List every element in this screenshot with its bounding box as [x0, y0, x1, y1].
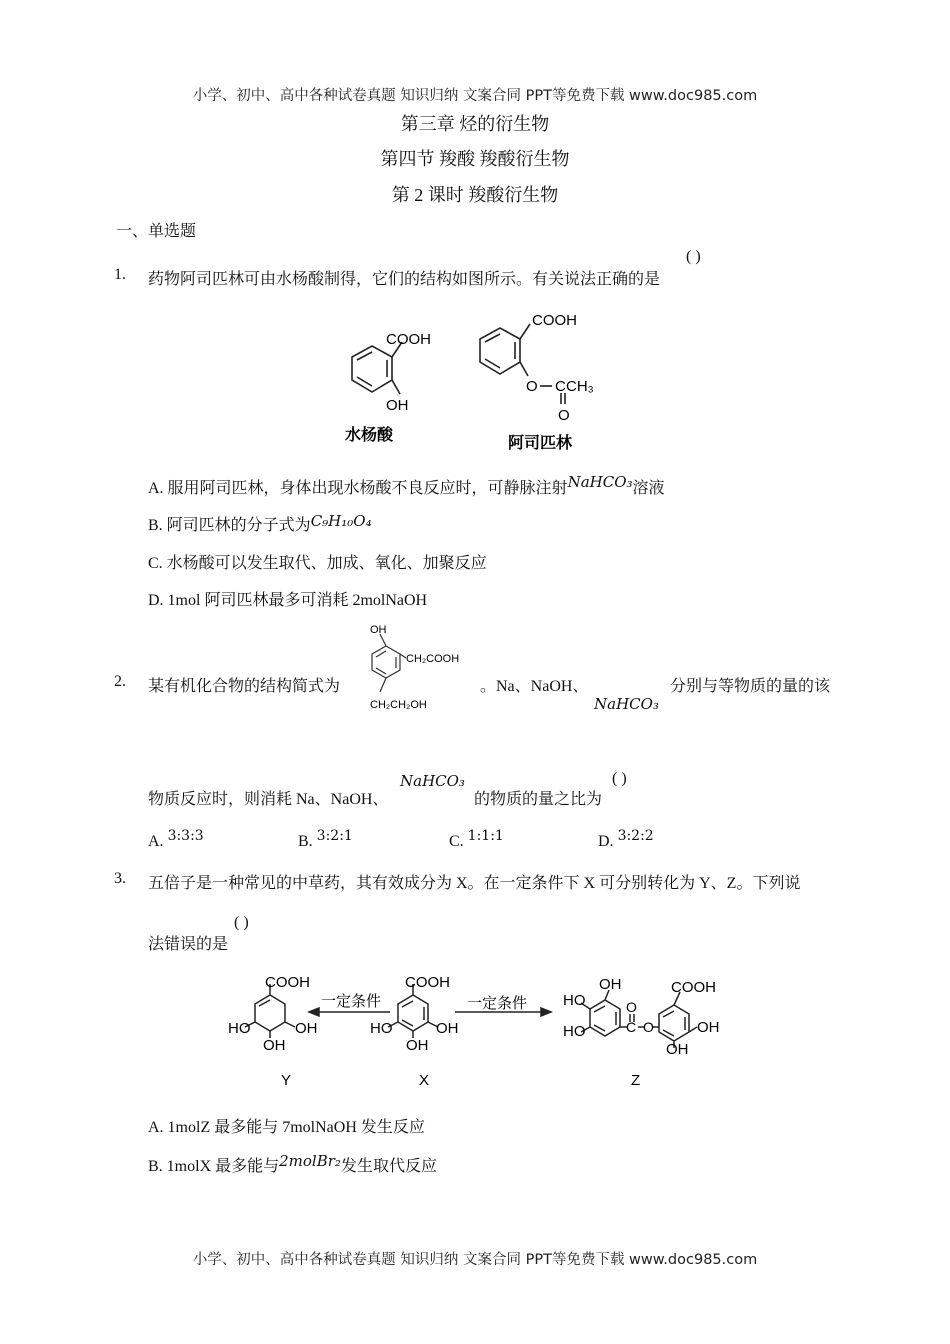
q3-option-b-text: B. 1molX 最多能与	[148, 1158, 280, 1175]
q1-option-a	[148, 475, 665, 498]
q2-option-b-letter: B.	[298, 833, 313, 850]
q2-fig-ch2ch2oh: CH₂CH₂OH	[370, 699, 427, 711]
q3-option-b-math: 2molBr₂	[279, 1152, 341, 1170]
q2-structure-figure	[350, 620, 480, 715]
q1-stem-text: 药物阿司匹林可由水杨酸制得，它们的结构如图所示。有关说法正确的是	[148, 271, 661, 288]
q1-option-c: C. 水杨酸可以发生取代、加成、氧化、加聚反应	[148, 555, 487, 572]
q3-reaction-figure	[225, 970, 735, 1095]
q2-stem-post: 分别与等物质的量的该	[670, 678, 831, 695]
chapter-title: 第三章 烃的衍生物	[400, 114, 550, 134]
q3-fig-z-oh-bottom: OH	[666, 1041, 689, 1058]
q2-fig-ch2cooh: CH₂COOH	[406, 653, 460, 665]
q2-stem-pre: 某有机化合物的结构简式为	[148, 678, 341, 695]
q2-option-b	[298, 828, 353, 851]
q2-stem-line2: 物质反应时，则消耗 Na、NaOH、	[148, 791, 389, 808]
section-title: 第四节 羧酸 羧酸衍生物	[380, 149, 570, 169]
q1-fig-label-aspirin: 阿司匹林	[508, 435, 573, 452]
section-label: 一、单选题	[116, 223, 197, 240]
q3-option-b	[148, 1153, 437, 1176]
q1-option-b-text: B. 阿司匹林的分子式为	[148, 517, 311, 534]
q2-option-d-letter: D.	[598, 833, 614, 850]
q3-answer-paren: ( )	[234, 914, 249, 931]
lesson-title: 第 2 课时 羧酸衍生物	[391, 185, 559, 205]
q3-fig-x-oh-right: OH	[436, 1020, 459, 1037]
q2-option-d-value: 3:2:2	[617, 828, 654, 844]
q2-option-c	[449, 828, 504, 851]
q1-answer-paren: ( )	[686, 248, 701, 265]
q2-option-c-value: 1:1:1	[467, 828, 504, 844]
q1-stem	[114, 266, 661, 289]
q3-option-b-suffix: 发生取代反应	[340, 1158, 437, 1175]
q1-option-a-suffix: 溶液	[632, 480, 665, 497]
q3-fig-condition-1: 一定条件	[321, 993, 382, 1010]
q1-option-a-math: NaHCO₃	[567, 473, 633, 491]
q3-fig-x-cooh: COOH	[405, 974, 450, 991]
q2-option-a	[148, 828, 204, 851]
q3-stem-line1	[114, 870, 801, 893]
q3-fig-y-oh-right: OH	[295, 1020, 318, 1037]
page-header: 小学、初中、高中各种试卷真题 知识归纳 文案合同 PPT等免费下载 www.doc985.com	[192, 88, 758, 104]
q3-fig-z-ho-2: HO	[563, 1023, 586, 1040]
q2-option-b-value: 3:2:1	[316, 828, 353, 844]
q2-number: 2.	[114, 673, 126, 690]
q3-stem-text: 五倍子是一种常见的中草药，其有效成分为 X。在一定条件下 X 可分别转化为 Y、Z。下列说	[148, 875, 801, 892]
q2-fig-oh: OH	[370, 624, 387, 636]
q1-fig-oh: OH	[386, 397, 409, 414]
q3-fig-z-carbonyl-o: O	[626, 999, 637, 1015]
q1-fig-carbonyl-c: C	[555, 378, 566, 395]
q1-fig-cooh-2: COOH	[532, 312, 577, 329]
q3-stem-line2: 法错误的是	[148, 936, 229, 953]
page-footer: 小学、初中、高中各种试卷真题 知识归纳 文案合同 PPT等免费下载 www.doc985.com	[192, 1252, 758, 1268]
q3-fig-z-cooh: COOH	[671, 979, 716, 996]
q1-option-b	[148, 512, 372, 535]
q2-option-c-letter: C.	[449, 833, 464, 850]
q1-fig-carbonyl-o: O	[558, 407, 570, 424]
q3-fig-label-x: X	[419, 1072, 430, 1089]
q3-fig-label-z: Z	[631, 1072, 641, 1089]
q3-fig-z-carbonyl-c: C	[626, 1019, 637, 1035]
q2-line2-math: NaHCO₃	[400, 772, 465, 790]
q3-fig-z-ho-1: HO	[563, 992, 586, 1009]
q3-fig-label-y: Y	[281, 1072, 292, 1089]
q1-fig-cooh-1: COOH	[386, 331, 431, 348]
q1-option-d: D. 1mol 阿司匹林最多可消耗 2molNaOH	[148, 592, 428, 609]
q1-number: 1.	[114, 266, 126, 283]
q1-fig-ch3: CH₃	[566, 378, 594, 395]
q1-fig-label-salicylic: 水杨酸	[345, 427, 394, 444]
q1-option-b-math: C₉H₁₀O₄	[310, 512, 372, 530]
q2-stem-math: NaHCO₃	[594, 695, 659, 713]
q3-fig-condition-2: 一定条件	[467, 995, 528, 1012]
q3-fig-y-ho: HO	[228, 1020, 251, 1037]
q3-fig-z-oh-right: OH	[697, 1019, 720, 1036]
q2-option-a-value: 3:3:3	[167, 828, 204, 844]
q3-fig-z-ester-o: O	[643, 1019, 654, 1035]
q3-fig-y-cooh: COOH	[265, 974, 310, 991]
q1-fig-ester-o: O	[526, 378, 538, 395]
q3-fig-x-ho: HO	[370, 1020, 393, 1037]
q1-structure-figure	[320, 300, 620, 460]
q2-stem-mid: 。Na、NaOH、	[480, 678, 589, 695]
q3-fig-z-oh-top: OH	[599, 976, 622, 993]
q2-option-a-letter: A.	[148, 833, 164, 850]
q3-fig-x-oh-bottom: OH	[406, 1037, 429, 1054]
q2-answer-paren: ( )	[612, 770, 627, 787]
q3-option-a: A. 1molZ 最多能与 7molNaOH 发生反应	[148, 1119, 425, 1136]
q3-fig-y-oh-bottom: OH	[263, 1037, 286, 1054]
q1-option-a-text: A. 服用阿司匹林，身体出现水杨酸不良反应时，可静脉注射	[148, 480, 568, 497]
q2-stem-line1	[114, 673, 341, 696]
q3-number: 3.	[114, 870, 126, 887]
q2-option-d	[598, 828, 654, 851]
q2-line2-post: 的物质的量之比为	[474, 791, 603, 808]
